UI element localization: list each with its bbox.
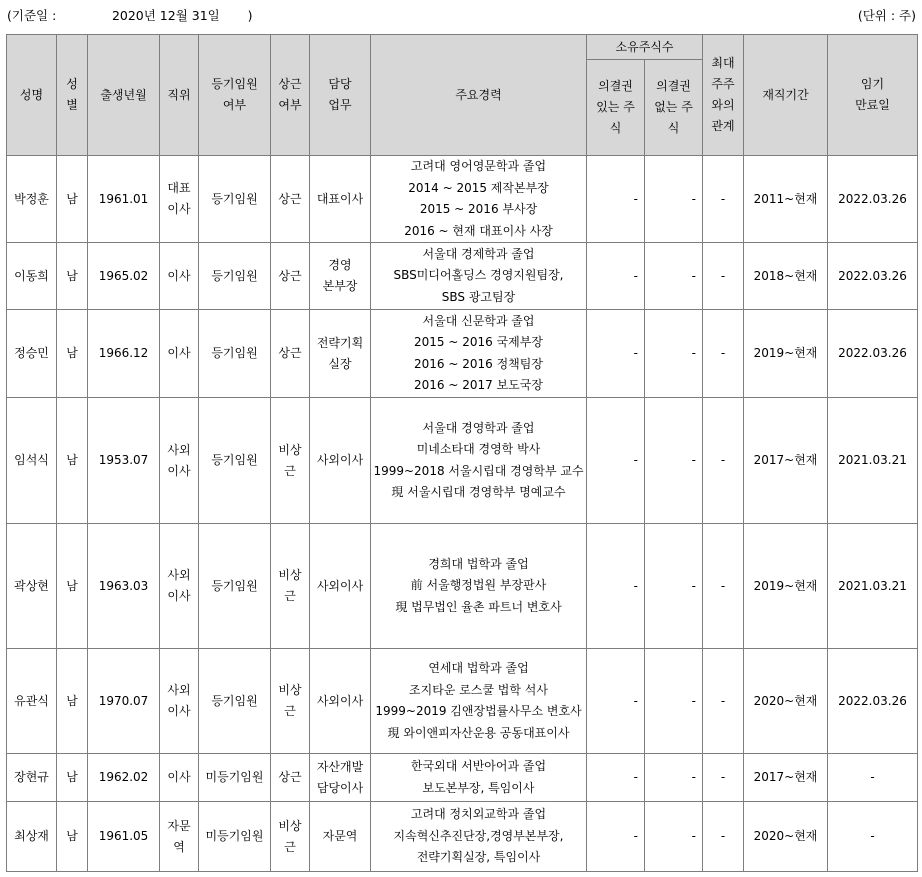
table-row — [7, 398, 918, 524]
cell-fulltime: 비상 근 — [271, 398, 310, 524]
cell-relation: - — [703, 243, 744, 310]
col-name: 성명 — [7, 35, 57, 156]
cell-nonvoting-shares: - — [645, 649, 703, 754]
cell-name: 박정훈 — [7, 156, 57, 243]
cell-duty: 사외이사 — [310, 649, 371, 754]
col-fulltime: 상근 여부 — [271, 35, 310, 156]
cell-position: 대표 이사 — [160, 156, 199, 243]
table-row — [7, 754, 918, 802]
unit-label: (단위 : 주) — [857, 8, 916, 23]
cell-position: 사외 이사 — [160, 398, 199, 524]
cell-position: 이사 — [160, 754, 199, 802]
cell-fulltime: 비상 근 — [271, 524, 310, 649]
cell-term: - — [828, 802, 918, 872]
cell-career: 서울대 신문학과 졸업 2015 ~ 2016 국제부장 2016 ~ 2016 정책팀장 2016 ~ 2017 보도국장 — [371, 310, 587, 398]
officers-table — [6, 34, 918, 872]
cell-career: 서울대 경제학과 졸업 SBS미디어홀딩스 경영지원팀장, SBS 광고팀장 — [371, 243, 587, 310]
cell-relation: - — [703, 524, 744, 649]
cell-gender: 남 — [57, 802, 88, 872]
cell-nonvoting-shares: - — [645, 754, 703, 802]
cell-registered: 등기임원 — [199, 398, 271, 524]
col-position: 직위 — [160, 35, 199, 156]
cell-duty: 경영 본부장 — [310, 243, 371, 310]
cell-nonvoting-shares: - — [645, 524, 703, 649]
cell-tenure: 2017~현재 — [744, 754, 828, 802]
cell-name: 최상재 — [7, 802, 57, 872]
table-caption — [0, 6, 922, 26]
cell-tenure: 2011~현재 — [744, 156, 828, 243]
cell-name: 장현규 — [7, 754, 57, 802]
cell-relation: - — [703, 156, 744, 243]
cell-duty: 대표이사 — [310, 156, 371, 243]
cell-fulltime: 상근 — [271, 754, 310, 802]
cell-birth: 1953.07 — [88, 398, 160, 524]
cell-gender: 남 — [57, 398, 88, 524]
cell-birth: 1966.12 — [88, 310, 160, 398]
cell-career: 고려대 영어영문학과 졸업 2014 ~ 2015 제작본부장 2015 ~ 2016 부사장 2016 ~ 현재 대표이사 사장 — [371, 156, 587, 243]
cell-position: 사외 이사 — [160, 649, 199, 754]
cell-nonvoting-shares: - — [645, 398, 703, 524]
cell-fulltime: 비상 근 — [271, 802, 310, 872]
cell-voting-shares: - — [587, 243, 645, 310]
reference-date: (기준일 : 2020년 12월 31일 ) — [7, 8, 253, 23]
cell-term: 2022.03.26 — [828, 243, 918, 310]
table-row — [7, 524, 918, 649]
cell-nonvoting-shares: - — [645, 243, 703, 310]
cell-gender: 남 — [57, 310, 88, 398]
cell-position: 이사 — [160, 243, 199, 310]
cell-position: 이사 — [160, 310, 199, 398]
cell-nonvoting-shares: - — [645, 310, 703, 398]
cell-relation: - — [703, 802, 744, 872]
table-row — [7, 310, 918, 398]
cell-registered: 미등기임원 — [199, 754, 271, 802]
cell-gender: 남 — [57, 243, 88, 310]
cell-registered: 등기임원 — [199, 524, 271, 649]
cell-tenure: 2019~현재 — [744, 524, 828, 649]
col-duty: 담당 업무 — [310, 35, 371, 156]
cell-birth: 1963.03 — [88, 524, 160, 649]
cell-relation: - — [703, 398, 744, 524]
cell-duty: 자산개발 담당이사 — [310, 754, 371, 802]
cell-nonvoting-shares: - — [645, 802, 703, 872]
cell-tenure: 2020~현재 — [744, 649, 828, 754]
cell-gender: 남 — [57, 754, 88, 802]
cell-position: 사외 이사 — [160, 524, 199, 649]
cell-fulltime: 비상 근 — [271, 649, 310, 754]
cell-birth: 1962.02 — [88, 754, 160, 802]
cell-tenure: 2017~현재 — [744, 398, 828, 524]
cell-gender: 남 — [57, 649, 88, 754]
cell-career: 연세대 법학과 졸업 조지타운 로스쿨 법학 석사 1999~2019 김앤장법률사무소 변호사 現 와이앤피자산운용 공동대표이사 — [371, 649, 587, 754]
cell-name: 이동희 — [7, 243, 57, 310]
col-term: 임기 만료일 — [828, 35, 918, 156]
col-tenure: 재직기간 — [744, 35, 828, 156]
cell-gender: 남 — [57, 156, 88, 243]
cell-nonvoting-shares: - — [645, 156, 703, 243]
table-row — [7, 156, 918, 243]
cell-duty: 사외이사 — [310, 398, 371, 524]
cell-registered: 미등기임원 — [199, 802, 271, 872]
table-row — [7, 802, 918, 872]
col-nonvoting-shares: 의결권 없는 주 식 — [645, 60, 703, 156]
cell-voting-shares: - — [587, 649, 645, 754]
cell-fulltime: 상근 — [271, 243, 310, 310]
cell-term: 2022.03.26 — [828, 310, 918, 398]
cell-career: 경희대 법학과 졸업 前 서울행정법원 부장판사 現 법무법인 율촌 파트너 변호사 — [371, 524, 587, 649]
cell-tenure: 2020~현재 — [744, 802, 828, 872]
cell-name: 정승민 — [7, 310, 57, 398]
cell-registered: 등기임원 — [199, 156, 271, 243]
cell-term: 2021.03.21 — [828, 398, 918, 524]
cell-voting-shares: - — [587, 398, 645, 524]
cell-voting-shares: - — [587, 754, 645, 802]
cell-voting-shares: - — [587, 524, 645, 649]
cell-duty: 전략기획 실장 — [310, 310, 371, 398]
col-shares-group: 소유주식수 — [587, 35, 703, 60]
cell-name: 유관식 — [7, 649, 57, 754]
cell-term: 2022.03.26 — [828, 156, 918, 243]
cell-voting-shares: - — [587, 310, 645, 398]
cell-birth: 1970.07 — [88, 649, 160, 754]
cell-name: 곽상현 — [7, 524, 57, 649]
cell-registered: 등기임원 — [199, 243, 271, 310]
cell-tenure: 2019~현재 — [744, 310, 828, 398]
cell-term: 2021.03.21 — [828, 524, 918, 649]
cell-registered: 등기임원 — [199, 310, 271, 398]
cell-birth: 1961.05 — [88, 802, 160, 872]
col-gender: 성 별 — [57, 35, 88, 156]
cell-voting-shares: - — [587, 156, 645, 243]
cell-career: 고려대 정치외교학과 졸업 지속혁신추진단장,경영부본부장, 전략기획실장, 특임이사 — [371, 802, 587, 872]
cell-relation: - — [703, 754, 744, 802]
cell-relation: - — [703, 649, 744, 754]
cell-name: 임석식 — [7, 398, 57, 524]
cell-fulltime: 상근 — [271, 310, 310, 398]
cell-career: 한국외대 서반아어과 졸업 보도본부장, 특임이사 — [371, 754, 587, 802]
cell-duty: 사외이사 — [310, 524, 371, 649]
col-career: 주요경력 — [371, 35, 587, 156]
table-row — [7, 243, 918, 310]
col-registered: 등기임원 여부 — [199, 35, 271, 156]
cell-voting-shares: - — [587, 802, 645, 872]
cell-birth: 1965.02 — [88, 243, 160, 310]
cell-term: - — [828, 754, 918, 802]
cell-relation: - — [703, 310, 744, 398]
table-row — [7, 649, 918, 754]
col-relation: 최대 주주 와의 관계 — [703, 35, 744, 156]
cell-duty: 자문역 — [310, 802, 371, 872]
cell-term: 2022.03.26 — [828, 649, 918, 754]
cell-fulltime: 상근 — [271, 156, 310, 243]
cell-tenure: 2018~현재 — [744, 243, 828, 310]
cell-career: 서울대 경영학과 졸업 미네소타대 경영학 박사 1999~2018 서울시립대 경영학부 교수 現 서울시립대 경영학부 명예교수 — [371, 398, 587, 524]
col-voting-shares: 의결권 있는 주 식 — [587, 60, 645, 156]
cell-birth: 1961.01 — [88, 156, 160, 243]
cell-registered: 등기임원 — [199, 649, 271, 754]
col-birth: 출생년월 — [88, 35, 160, 156]
cell-position: 자문 역 — [160, 802, 199, 872]
cell-gender: 남 — [57, 524, 88, 649]
